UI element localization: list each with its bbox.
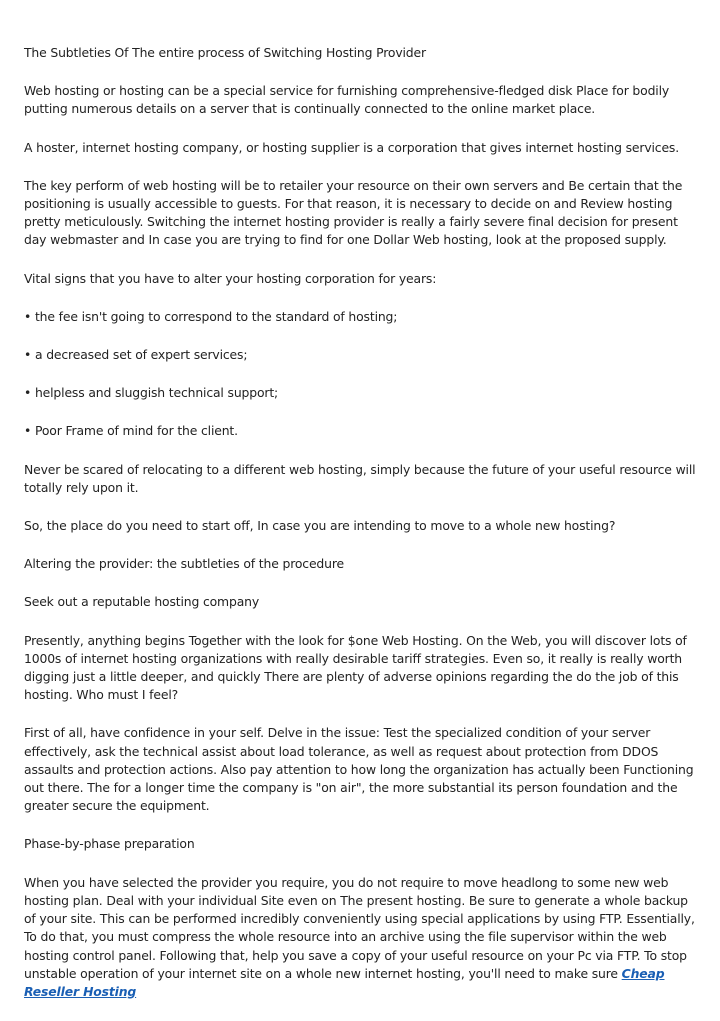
paragraph-key-function: The key perform of web hosting will be to retailer your resource on their own servers and Be certain that the positioning is usually accessible to guests. For that reason, it is necessary to decide on and Review hosting pretty meticulously. Switching the internet hosting provider is really a fairly severe final decision for present day webmaster and In case you are trying to find for one Dollar Web hosting, look at the proposed supply. (24, 177, 683, 248)
cheap-reseller-hosting-link[interactable]: Cheap Reseller Hosting (24, 965, 665, 999)
bullet-item (24, 422, 696, 440)
paragraph-first-of-all: First of all, have confidence in your self. Delve in the issue: Test the specialized condition of your server effectively, ask the technical assist about load tolerance, as well as request about protection from DDOS assaults and protection actions. Also pay attention to how long the organization has actually been Functioning out there. The for a longer time the company is "on air", the more substantial its person foundation and the greater secure the equipment. (24, 725, 694, 814)
section-heading-seek: Seek out a reputable hosting company (24, 594, 260, 610)
section-heading-altering: Altering the provider: the subtleties of the procedure (24, 556, 344, 572)
document-body (24, 44, 696, 1021)
bullet-icon: • (24, 347, 32, 363)
bullet-text: the fee isn't going to correspond to the standard of hosting; (34, 308, 398, 324)
bullet-item (24, 346, 696, 364)
paragraph-when-selected (24, 874, 696, 1001)
bullet-text: a decreased set of expert services; (34, 347, 248, 363)
paragraph-hoster: A hoster, internet hosting company, or hosting supplier is a corporation that gives internet hosting services. (24, 139, 680, 155)
section-heading-phase: Phase-by-phase preparation (24, 836, 195, 852)
paragraph-where-start: So, the place do you need to start off, In case you are intending to move to a whole new hosting? (24, 518, 616, 534)
paragraph-vital-signs: Vital signs that you have to alter your hosting corporation for years: (24, 270, 437, 286)
paragraph-presently: Presently, anything begins Together with the look for $one Web Hosting. On the Web, you will discover lots of 1000s of internet hosting organizations with really desirable tariff strategies. Even so, it really is really worth digging just a little deeper, and quickly There are plenty of adverse opinions regarding the do the job of this hosting. Who must I feel? (24, 632, 687, 703)
bullet-text: Poor Frame of mind for the client. (34, 423, 238, 439)
bullet-icon: • (24, 423, 32, 439)
paragraph-never-scared: Never be scared of relocating to a different web hosting, simply because the future of your useful resource will totally rely upon it. (24, 461, 696, 495)
bullet-item (24, 308, 696, 326)
document-title: The Subtleties Of The entire process of Switching Hosting Provider (24, 45, 426, 60)
paragraph-text: When you have selected the provider you require, you do not require to move headlong to some new web hosting plan. Deal with your individual Site even on The present hosting. Be sure to generate a whole backup of your site. This can be performed incredibly conveniently using special applications by using FTP. Essentially, To do that, you must compress the whole resource into an archive using the file supervisor within the web hosting control panel. Following that, help you save a copy of your useful resource on your Pc via FTP. To stop unstable operation of your internet site on a whole new internet hosting, you'll need to make sure (24, 874, 695, 981)
bullet-icon: • (24, 308, 32, 324)
bullet-item (24, 384, 696, 402)
bullet-icon: • (24, 385, 32, 401)
paragraph-definition: Web hosting or hosting can be a special service for furnishing comprehensive-fledged disk Place for bodily putting numerous details on a server that is continually connected to the online market place. (24, 83, 670, 117)
bullet-text: helpless and sluggish technical support; (34, 385, 279, 401)
